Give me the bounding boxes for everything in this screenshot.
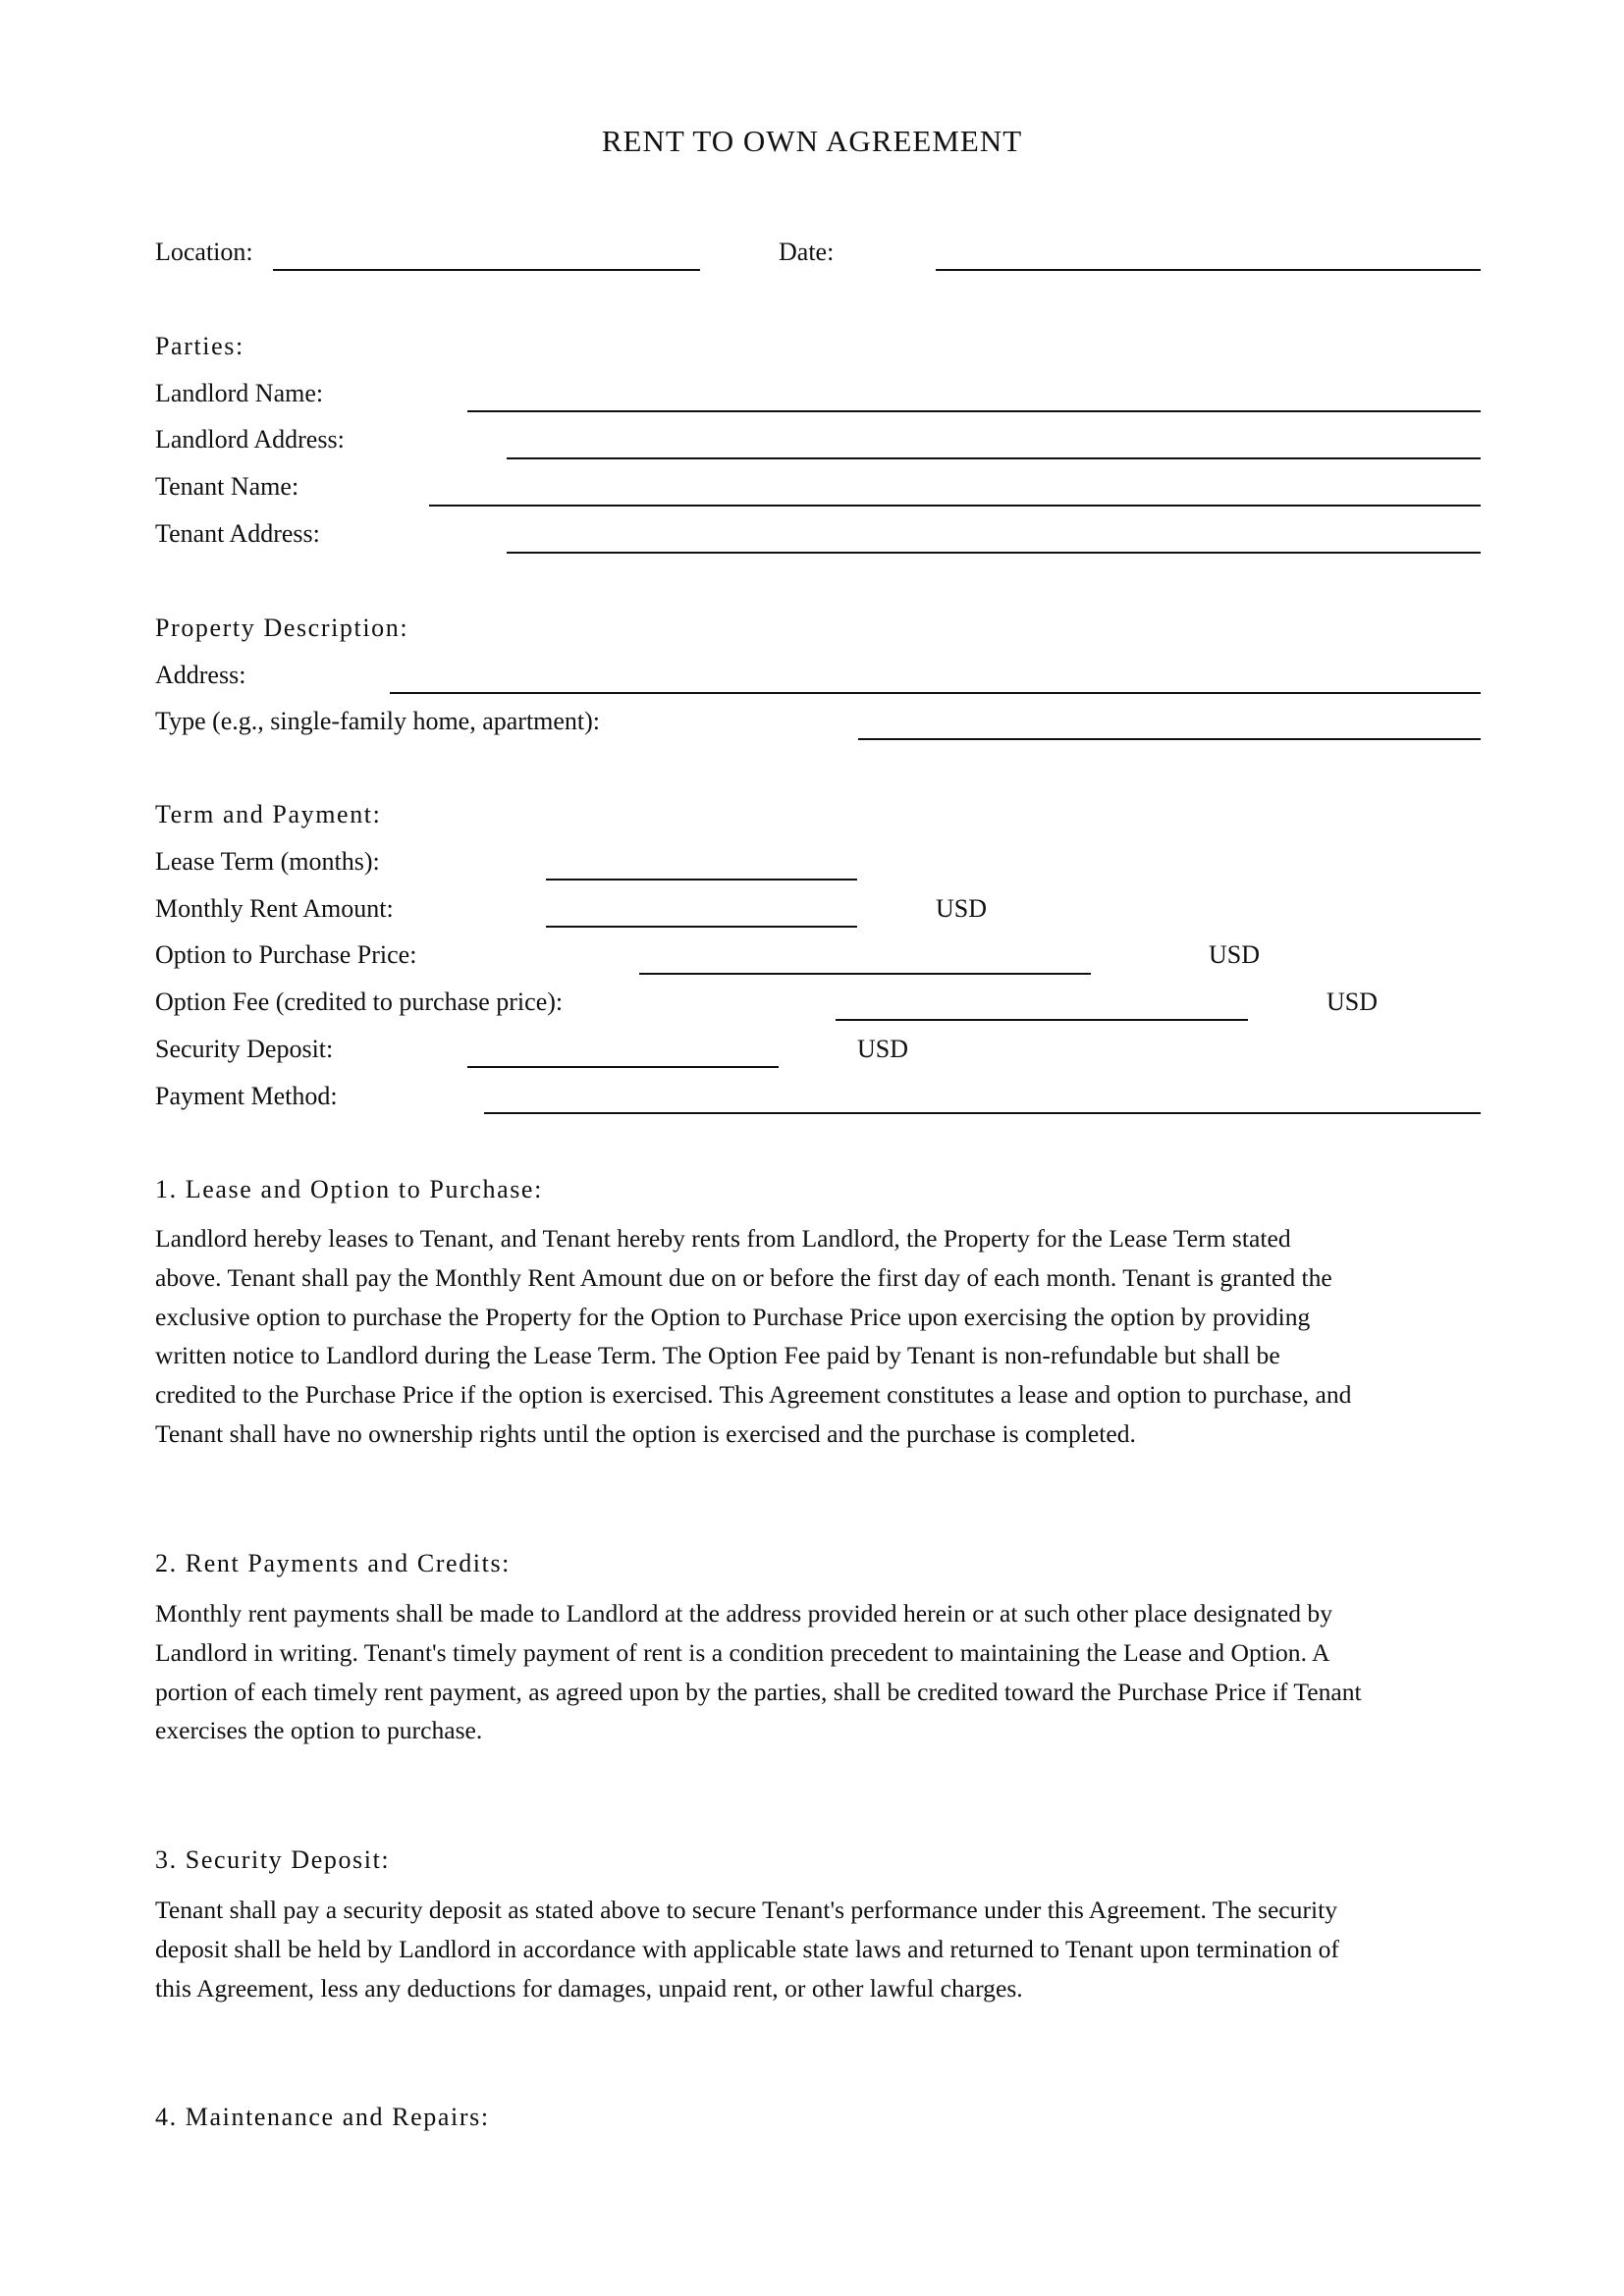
section-2-line: portion of each timely rent payment, as agreed upon by the parties, shall be credited toward the Purchase Price if Tenant [155,1677,1362,1706]
section-2-line: exercises the option to purchase. [155,1716,483,1745]
section-2-line: Landlord in writing. Tenant's timely payment of rent is a condition precedent to maintaining the Lease and Option. A [155,1637,1330,1667]
landlord-name-label: Landlord Name: [155,379,324,407]
date-label: Date: [779,238,835,266]
monthly-rent-label: Monthly Rent Amount: [155,894,394,923]
option-price-field[interactable] [639,973,1091,975]
section-4-heading: 4. Maintenance and Repairs: [155,2103,490,2131]
parties-heading: Parties: [155,332,244,360]
location-field[interactable] [273,269,700,271]
section-2-line: Monthly rent payments shall be made to Landlord at the address provided herein or at such other place designated by [155,1599,1332,1628]
section-1-body [155,1219,1481,1454]
monthly-rent-field[interactable] [546,926,857,928]
option-fee-field[interactable] [836,1019,1248,1021]
payment-method-label: Payment Method: [155,1082,338,1110]
section-3-line: Tenant shall pay a security deposit as stated above to secure Tenant's performance under this Agreement. The security [155,1896,1338,1924]
option-fee-label: Option Fee (credited to purchase price): [155,988,564,1016]
lease-term-field[interactable] [546,879,857,881]
property-heading: Property Description: [155,614,409,642]
section-2-body [155,1594,1481,1750]
tenant-name-label: Tenant Name: [155,472,299,501]
section-3-line: deposit shall be held by Landlord in accordance with applicable state laws and returned to Tenant upon termination of [155,1934,1339,1963]
property-type-label: Type (e.g., single-family home, apartment): [155,707,601,735]
section-1-line: written notice to Landlord during the Lease Term. The Option Fee paid by Tenant is non-refundable but shall be [155,1341,1280,1370]
property-address-label: Address: [155,661,246,689]
lease-term-label: Lease Term (months): [155,847,380,876]
section-3-body [155,1891,1481,2007]
tenant-address-label: Tenant Address: [155,519,320,548]
option-fee-currency: USD [1326,988,1379,1016]
tenant-address-field[interactable] [507,552,1481,554]
section-1-heading: 1. Lease and Option to Purchase: [155,1175,543,1203]
date-field[interactable] [936,269,1481,271]
terms-heading: Term and Payment: [155,800,382,828]
section-3-heading: 3. Security Deposit: [155,1845,391,1874]
section-3-line: this Agreement, less any deductions for damages, unpaid rent, or other lawful charges. [155,1973,1023,2002]
section-2-heading: 2. Rent Payments and Credits: [155,1549,511,1577]
security-deposit-label: Security Deposit: [155,1035,334,1063]
security-deposit-field[interactable] [467,1066,779,1068]
landlord-address-field[interactable] [507,457,1481,459]
section-1-line: Landlord hereby leases to Tenant, and Tenant hereby rents from Landlord, the Property for the Lease Term stated [155,1224,1291,1253]
document-title: RENT TO OWN AGREEMENT [601,124,1023,158]
monthly-rent-currency: USD [936,894,988,923]
landlord-name-field[interactable] [467,410,1481,412]
section-1-line: credited to the Purchase Price if the option is exercised. This Agreement constitutes a lease and option to purchase, and [155,1380,1352,1410]
payment-method-field[interactable] [484,1112,1481,1114]
option-price-label: Option to Purchase Price: [155,940,417,969]
tenant-name-field[interactable] [429,505,1481,507]
option-price-currency: USD [1209,940,1261,969]
landlord-address-label: Landlord Address: [155,425,345,454]
property-address-field[interactable] [390,692,1481,694]
section-1-line: above. Tenant shall pay the Monthly Rent Amount due on or before the first day of each month. Tenant is granted the [155,1262,1332,1292]
security-deposit-currency: USD [857,1035,909,1063]
property-type-field[interactable] [858,738,1481,740]
section-1-line: Tenant shall have no ownership rights until the option is exercised and the purchase is completed. [155,1418,1136,1448]
section-1-line: exclusive option to purchase the Property for the Option to Purchase Price upon exercising the option by providing [155,1302,1311,1331]
location-label: Location: [155,238,253,266]
